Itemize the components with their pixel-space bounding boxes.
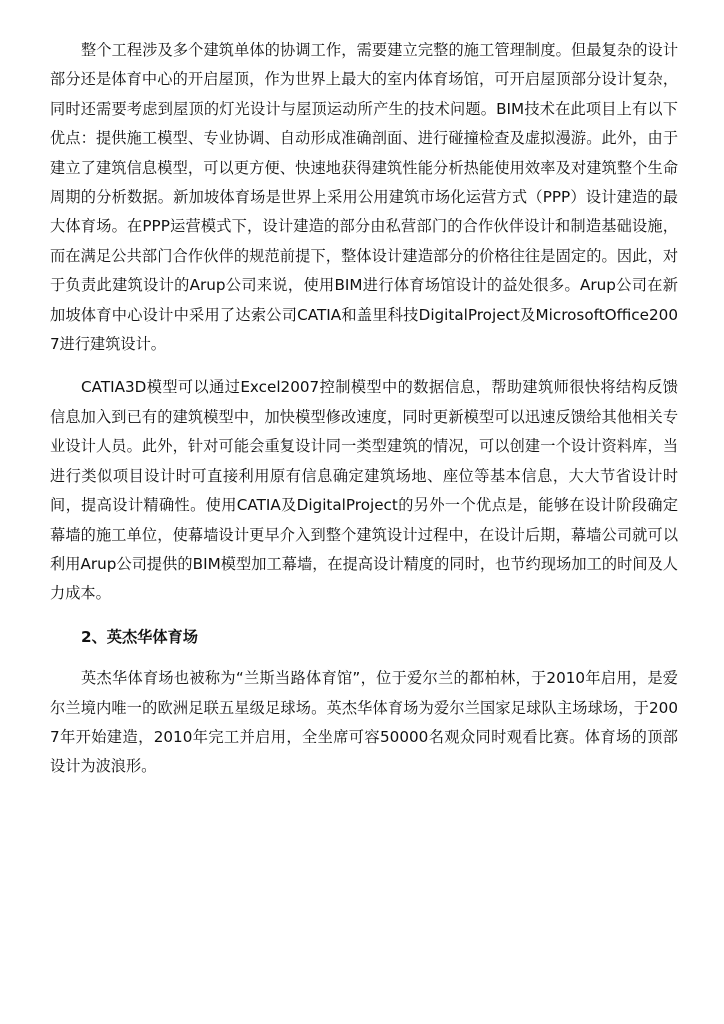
paragraph-aviva-stadium: 英杰华体育场也被称为“兰斯当路体育馆”，位于爱尔兰的都柏林，于2010年启用，是爱尔兰境内唯一的欧洲足联五星级足球场。英杰华体育场为爱尔兰国家足球队主场球场，于2007年开始建造，2010年完工并启用，全坐席可容50000名观众同时观看比赛。体育场的顶部设计为波浪形。 — [50, 669, 678, 776]
section-heading: 2、英杰华体育场 — [81, 627, 198, 646]
paragraph-catia-model: CATIA3D模型可以通过Excel2007控制模型中的数据信息，帮助建筑师很快将结构反馈信息加入到已有的建筑模型中，加快模型修改速度，同时更新模型可以迅速反馈给其他相关专业设计人员。此外，针对可能会重复设计同一类型建筑的情况，可以创建一个设计资料库，当进行类似项目设计时可直接利用原有信息确定建筑场地、座位等基本信息，大大节省设计时间，提高设计精确性。使用CATIA及DigitalProject的另外一个优点是，能够在设计阶段确定幕墙的施工单位，使幕墙设计更早介入到整个建筑设计过程中，在设计后期，幕墙公司就可以利用Arup公司提供的BIM模型加工幕墙，在提高设计精度的同时，也节约现场加工的时间及人力成本。 — [50, 378, 678, 603]
paragraph-roof-design: 整个工程涉及多个建筑单体的协调工作，需要建立完整的施工管理制度。但最复杂的设计部分还是体育中心的开启屋顶，作为世界上最大的室内体育场馆，可开启屋顶部分设计复杂，同时还需要考虑到屋顶的灯光设计与屋顶运动所产生的技术问题。BIM技术在此项目上有以下优点：提供施工模型、专业协调、自动形成准确剖面、进行碰撞检查及虚拟漫游。此外，由于建立了建筑信息模型，可以更方便、快速地获得建筑性能分析热能使用效率及对建筑整个生命周期的分析数据。新加坡体育场是世界上采用公用建筑市场化运营方式（PPP）设计建造的最大体育场。在PPP运营模式下，设计建造的部分由私营部门的合作伙伴设计和制造基础设施，而在满足公共部门合作伙伴的规范前提下，整体设计建造部分的价格往往是固定的。因此，对于负责此建筑设计的Arup公司来说，使用BIM进行体育场馆设计的益处很多。Arup公司在新加坡体育中心设计中采用了达索公司CATIA和盖里科技DigitalProject及MicrosoftOffice2007进行建筑设计。 — [50, 41, 678, 354]
document-body — [50, 36, 678, 782]
